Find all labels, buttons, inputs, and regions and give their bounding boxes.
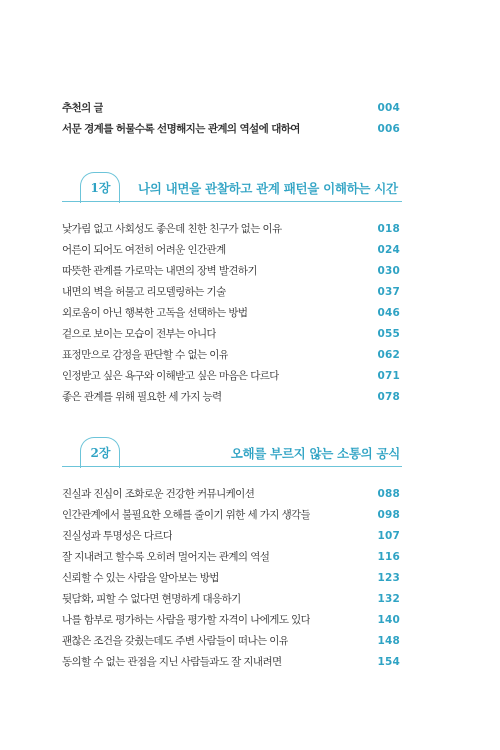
toc-entry-title: 서문 경계를 허물수록 선명해지는 관계의 역설에 대하여 xyxy=(62,123,300,135)
toc-entry[interactable] xyxy=(62,570,400,586)
toc-entry-title: 낯가림 없고 사회성도 좋은데 친한 친구가 없는 이유 xyxy=(62,223,282,235)
toc-entry-page: 004 xyxy=(377,102,400,114)
toc-entry-page: 024 xyxy=(377,244,400,256)
toc-entry-page: 030 xyxy=(377,265,400,277)
toc-entry-title: 신뢰할 수 있는 사람을 알아보는 방법 xyxy=(62,572,219,584)
chapter-1-label: 1장 xyxy=(90,181,111,195)
toc-entry-page: 018 xyxy=(377,223,400,235)
toc-entry-title: 겉으로 보이는 모습이 전부는 아니다 xyxy=(62,328,217,340)
toc-entry-page: 148 xyxy=(377,635,400,647)
toc-entry[interactable] xyxy=(62,612,400,628)
toc-entry[interactable] xyxy=(62,242,400,258)
toc-entry-title: 인간관계에서 불필요한 오해를 줄이기 위한 세 가지 생각들 xyxy=(62,509,311,521)
toc-entry-title: 진실성과 투명성은 다르다 xyxy=(62,530,173,542)
toc-entry-title: 진실과 진심이 조화로운 건강한 커뮤니케이션 xyxy=(62,488,255,500)
toc-entry[interactable] xyxy=(62,284,400,300)
toc-entry-title: 뒷담화, 피할 수 없다면 현명하게 대응하기 xyxy=(62,593,241,605)
chapter-1-rule xyxy=(62,201,402,202)
toc-entry-page: 062 xyxy=(377,349,400,361)
toc-entry[interactable] xyxy=(62,507,400,523)
toc-entry[interactable] xyxy=(62,549,400,565)
chapter-2-title: 오해를 부르지 않는 소통의 공식 xyxy=(230,446,400,461)
chapter-2-rule xyxy=(62,466,402,467)
toc-entry-title: 내면의 벽을 허물고 리모델링하는 기술 xyxy=(62,286,226,298)
toc-entry-title: 추천의 글 xyxy=(62,102,104,114)
toc-entry[interactable] xyxy=(62,389,400,405)
toc-entry-page: 006 xyxy=(377,123,400,135)
chapter-1-header xyxy=(62,172,402,202)
toc-entry[interactable] xyxy=(62,347,400,363)
toc-entry-page: 140 xyxy=(377,614,400,626)
toc-entry[interactable] xyxy=(62,368,400,384)
toc-entry[interactable] xyxy=(62,263,400,279)
toc-entry[interactable] xyxy=(62,221,400,237)
toc-entry-page: 055 xyxy=(377,328,400,340)
toc-entry-page: 078 xyxy=(377,391,400,403)
toc-entry-page: 098 xyxy=(377,509,400,521)
toc-entry[interactable] xyxy=(62,121,400,137)
toc-entry-title: 따뜻한 관계를 가로막는 내면의 장벽 발견하기 xyxy=(62,265,258,277)
toc-entry-title: 표정만으로 감정을 판단할 수 없는 이유 xyxy=(62,349,229,361)
toc-entry[interactable] xyxy=(62,654,400,670)
toc-entry-title: 동의할 수 없는 관점을 지닌 사람들과도 잘 지내려면 xyxy=(62,656,282,668)
toc-entry-page: 107 xyxy=(377,530,400,542)
chapter-2-label: 2장 xyxy=(90,446,111,460)
chapter-2-header xyxy=(62,437,402,467)
toc-entry-page: 132 xyxy=(377,593,400,605)
toc-entry-title: 나를 함부로 평가하는 사람을 평가할 자격이 나에게도 있다 xyxy=(62,614,311,626)
toc-entry-page: 046 xyxy=(377,307,400,319)
toc-entry[interactable] xyxy=(62,528,400,544)
toc-entry[interactable] xyxy=(62,591,400,607)
toc-entry[interactable] xyxy=(62,633,400,649)
toc-entry[interactable] xyxy=(62,486,400,502)
toc-entry-page: 088 xyxy=(377,488,400,500)
chapter-1-title: 나의 내면을 관찰하고 관계 패턴을 이해하는 시간 xyxy=(138,181,398,196)
toc-entry-title: 인정받고 싶은 욕구와 이해받고 싶은 마음은 다르다 xyxy=(62,370,279,382)
toc-entry-page: 037 xyxy=(377,286,400,298)
toc-entry-title: 외로움이 아닌 행복한 고독을 선택하는 방법 xyxy=(62,307,248,319)
toc-entry-title: 잘 지내려고 할수록 오히려 멀어지는 관계의 역설 xyxy=(62,551,270,563)
toc-entry[interactable] xyxy=(62,305,400,321)
toc-entry-title: 괜찮은 조건을 갖췄는데도 주변 사람들이 떠나는 이유 xyxy=(62,635,289,647)
toc-entry-page: 116 xyxy=(377,551,400,563)
toc-entry[interactable] xyxy=(62,326,400,342)
toc-entry-page: 154 xyxy=(377,656,400,668)
toc-entry-title: 좋은 관계를 위해 필요한 세 가지 능력 xyxy=(62,391,222,403)
toc-entry-title: 어른이 되어도 여전히 어려운 인간관계 xyxy=(62,244,226,256)
toc-entry-page: 071 xyxy=(377,370,400,382)
toc-entry-page: 123 xyxy=(377,572,400,584)
toc-entry[interactable] xyxy=(62,100,400,116)
